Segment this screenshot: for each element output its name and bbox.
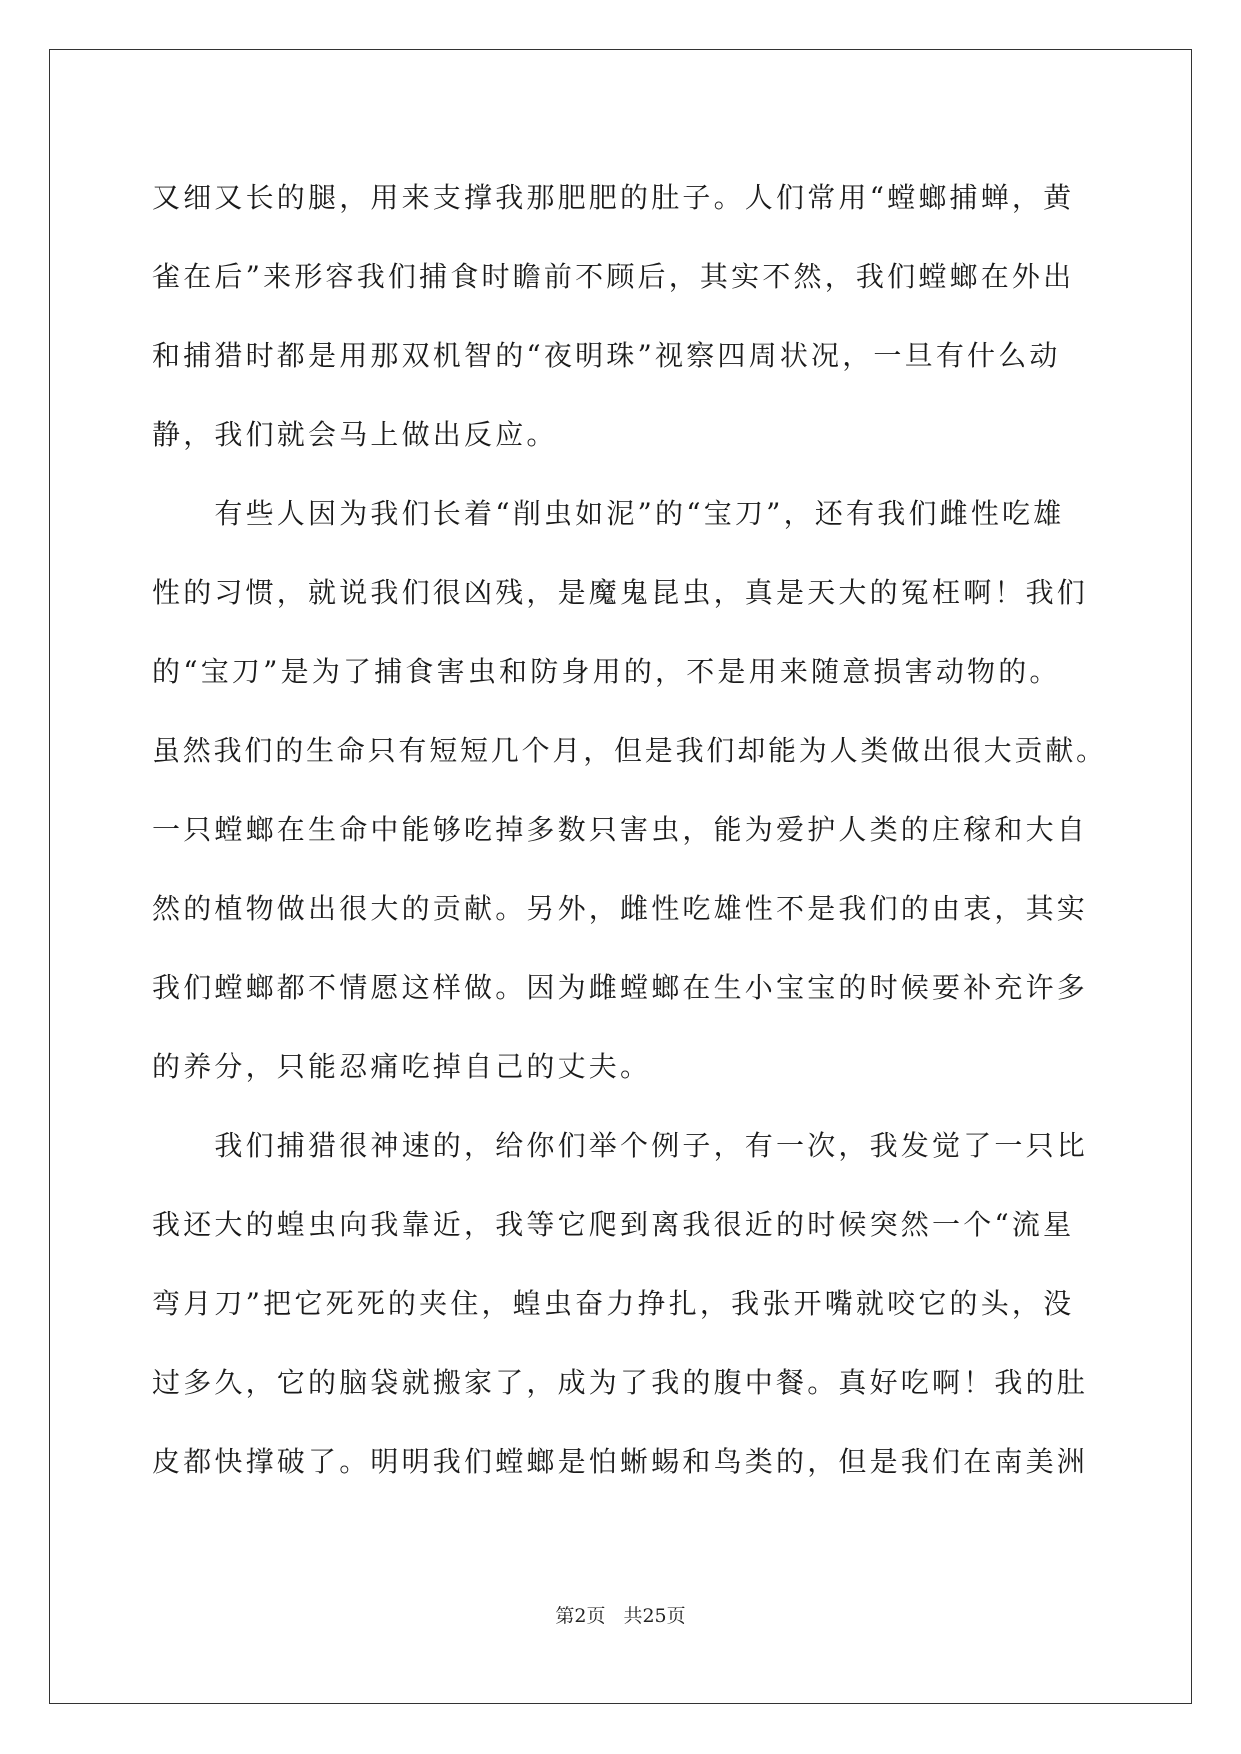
page-footer — [0, 1604, 1241, 1628]
text-line: 的养分，只能忍痛吃掉自己的丈夫。 — [152, 1050, 652, 1083]
text-line: 一只螳螂在生命中能够吃掉多数只害虫，能为爱护人类的庄稼和大自 — [152, 813, 1089, 846]
page-number: 第2页 — [555, 1605, 606, 1627]
text-line: 我们捕猎很神速的，给你们举个例子，有一次，我发觉了一只比 — [152, 1129, 1089, 1162]
text-line: 静，我们就会马上做出反应。 — [152, 418, 558, 451]
text-line: 性的习惯，就说我们很凶残，是魔鬼昆虫，真是天大的冤枉啊！我们 — [152, 576, 1089, 609]
text-line: 我们螳螂都不情愿这样做。因为雌螳螂在生小宝宝的时候要补充许多 — [152, 971, 1089, 1004]
page-total: 共25页 — [623, 1605, 686, 1627]
text-line: 雀在后”来形容我们捕食时瞻前不顾后，其实不然，我们螳螂在外出 — [152, 260, 1075, 293]
text-line: 皮都快撑破了。明明我们螳螂是怕蜥蜴和鸟类的，但是我们在南美洲 — [152, 1445, 1089, 1478]
text-line: 我还大的蝗虫向我靠近，我等它爬到离我很近的时候突然一个“流星 — [152, 1208, 1075, 1241]
text-line: 有些人因为我们长着“削虫如泥”的“宝刀”，还有我们雌性吃雄 — [152, 497, 1065, 530]
text-line: 又细又长的腿，用来支撑我那肥肥的肚子。人们常用“螳螂捕蝉，黄 — [152, 181, 1075, 214]
text-line: 然的植物做出很大的贡献。另外，雌性吃雄性不是我们的由衷，其实 — [152, 892, 1089, 925]
text-line: 的“宝刀”是为了捕食害虫和防身用的，不是用来随意损害动物的。 — [152, 655, 1061, 688]
text-line: 和捕猎时都是用那双机智的“夜明珠”视察四周状况，一旦有什么动 — [152, 339, 1061, 372]
text-line: 虽然我们的生命只有短短几个月，但是我们却能为人类做出很大贡献。 — [152, 734, 1107, 767]
text-line: 弯月刀”把它死死的夹住，蝗虫奋力挣扎，我张开嘴就咬它的头，没 — [152, 1287, 1075, 1320]
text-line: 过多久，它的脑袋就搬家了，成为了我的腹中餐。真好吃啊！我的肚 — [152, 1366, 1089, 1399]
